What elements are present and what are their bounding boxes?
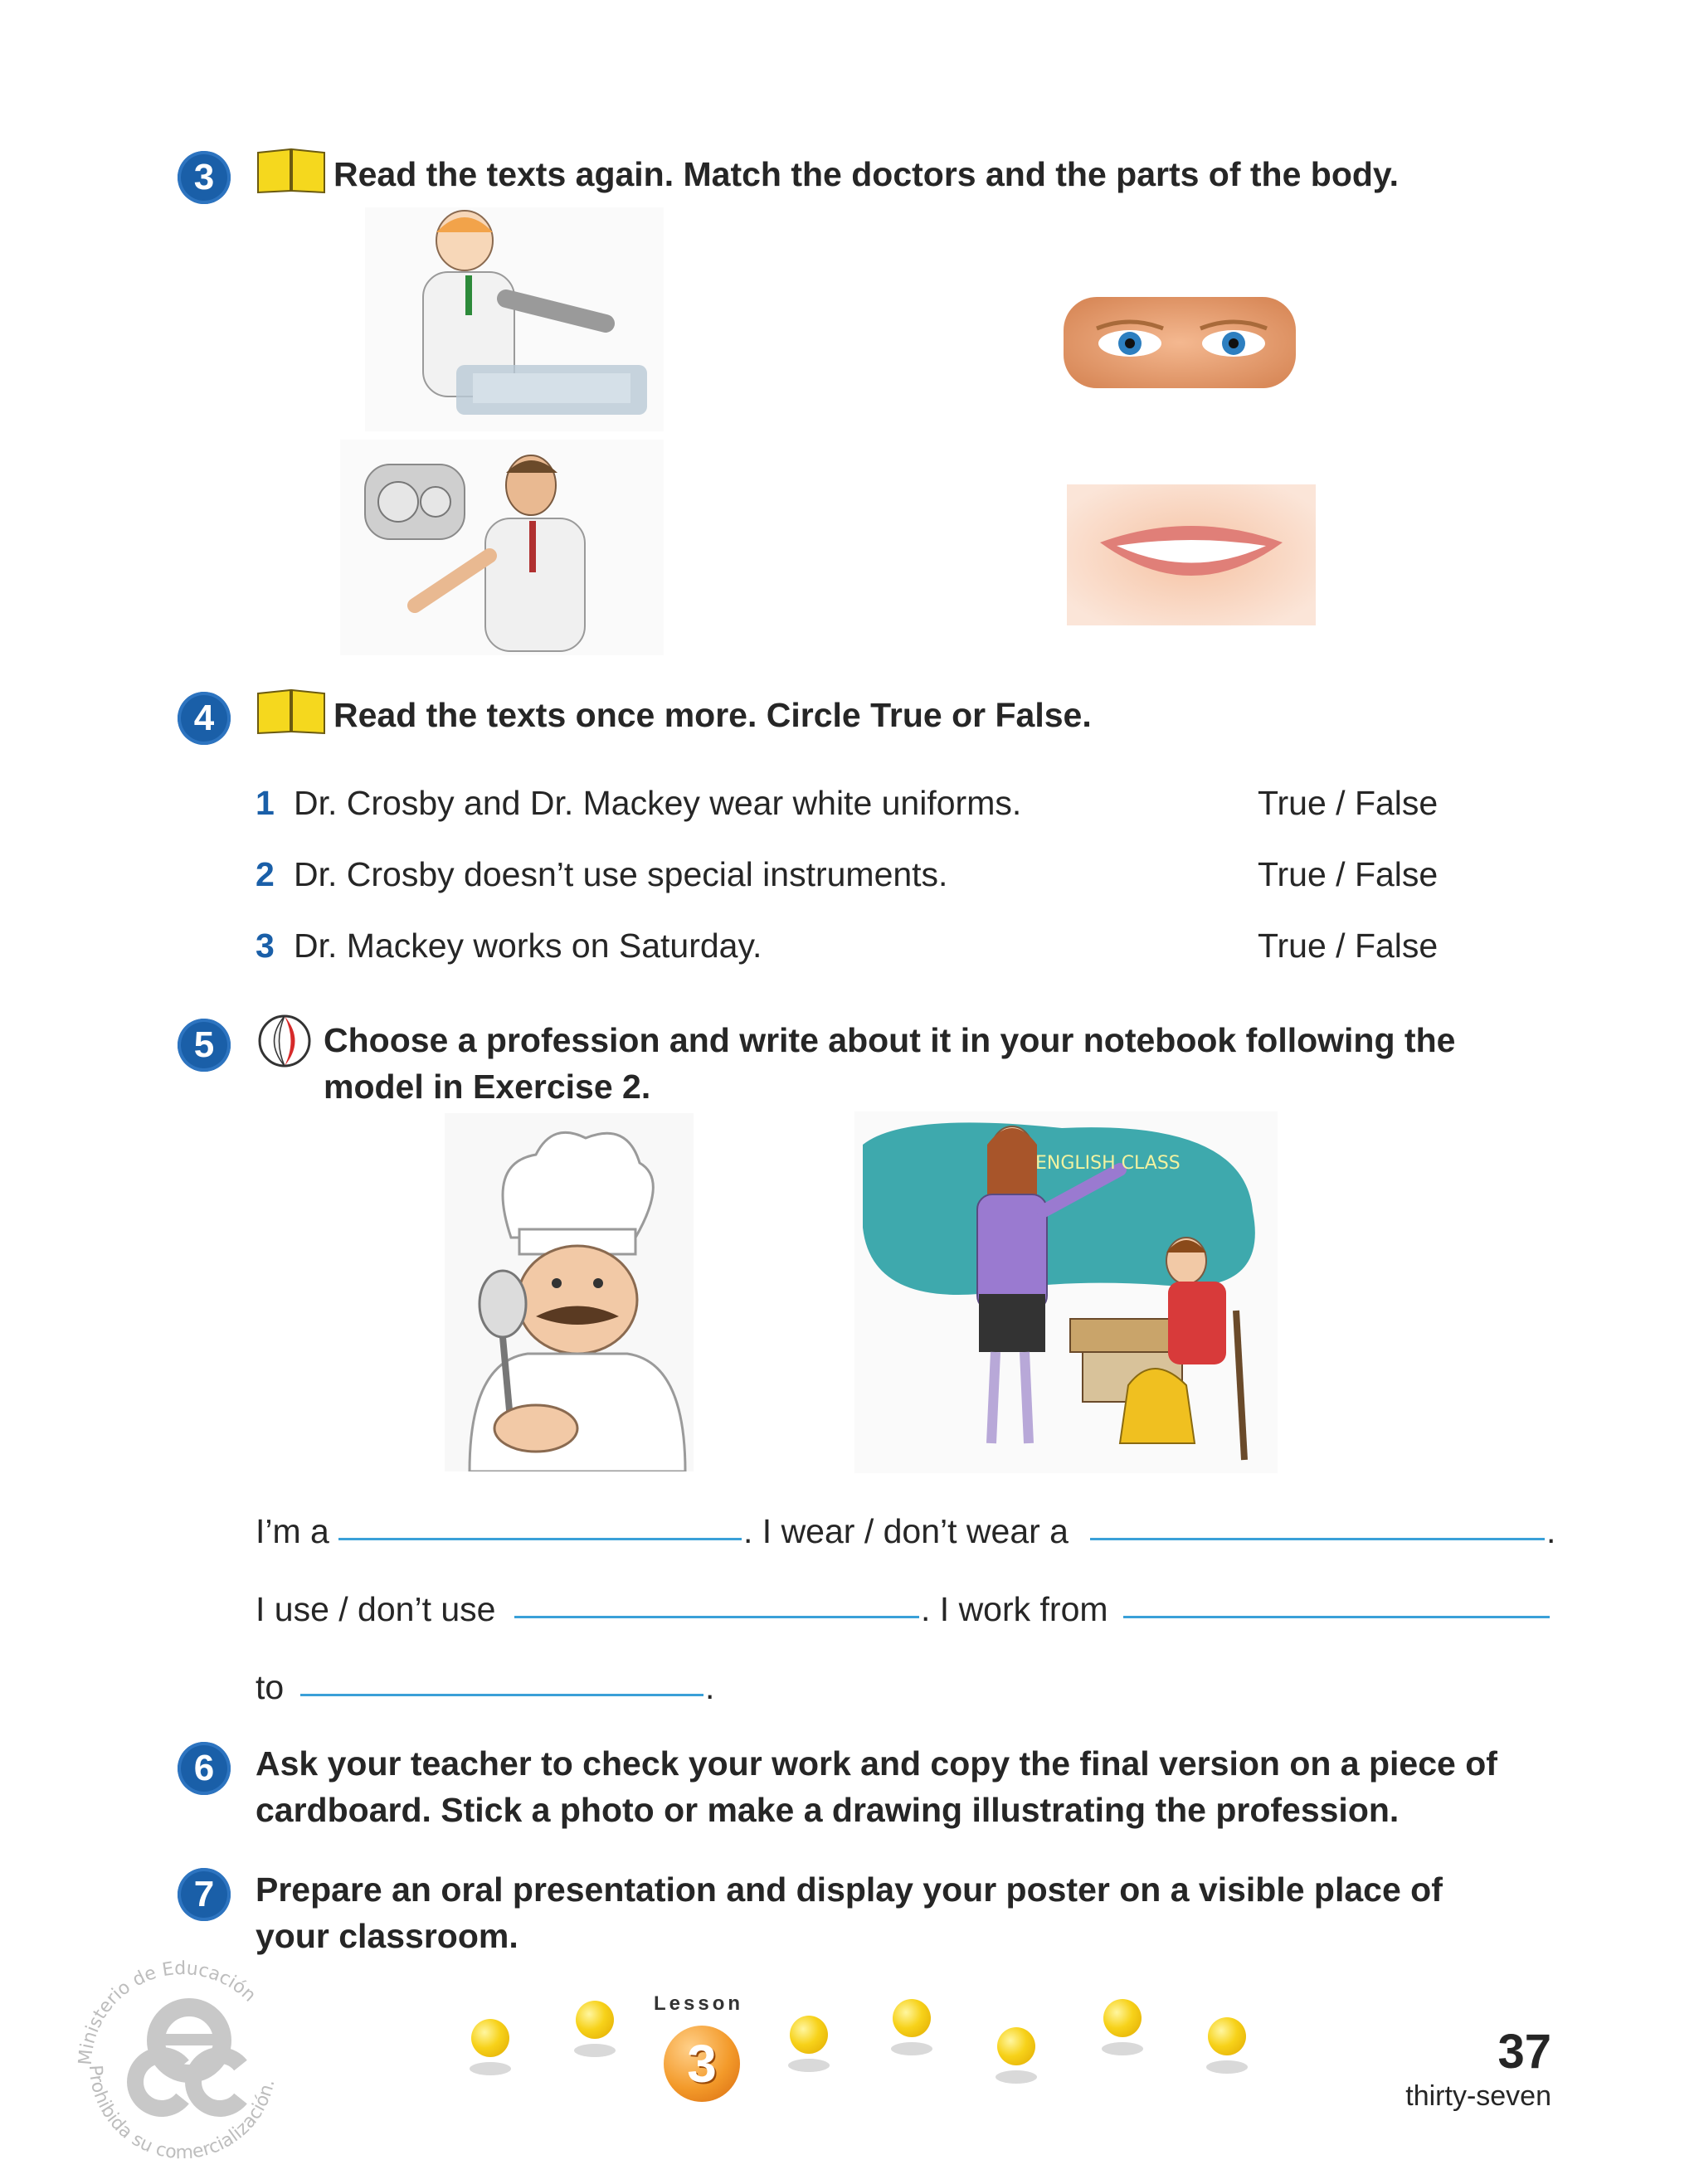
- ministry-stamp-watermark: [66, 1941, 299, 2173]
- eyes-picture: [1064, 297, 1296, 388]
- footer-ball-decoration: [1103, 1999, 1142, 2037]
- item-number: 2: [256, 855, 275, 893]
- book-icon: [256, 146, 327, 194]
- fill-label-im-a: I’m a: [256, 1512, 329, 1550]
- footer-ball-decoration: [893, 1999, 931, 2037]
- exercise-6-line1: Ask your teacher to check your work and copy the final version on a piece of: [256, 1744, 1497, 1783]
- book-icon: [256, 687, 327, 735]
- exercise-7-line2: your classroom.: [256, 1917, 518, 1955]
- use-blank[interactable]: [514, 1616, 919, 1618]
- fill-label-work-from: . I work from: [921, 1590, 1108, 1628]
- exercise-7-line1: Prepare an oral presentation and display your poster on a visible place of: [256, 1870, 1443, 1909]
- work-from-blank[interactable]: [1123, 1616, 1550, 1618]
- item-text: Dr. Mackey works on Saturday.: [294, 927, 762, 965]
- page-number: 37: [1497, 2025, 1551, 2079]
- fill-period-3: .: [705, 1668, 715, 1706]
- true-false-choice[interactable]: True / False: [1258, 855, 1439, 893]
- true-false-choice[interactable]: True / False: [1258, 784, 1439, 822]
- exercise-4-number: 4: [178, 692, 231, 745]
- footer-ball-decoration: [576, 2001, 614, 2039]
- lesson-label: Lesson: [654, 1992, 744, 2015]
- chef-illustration: [445, 1113, 694, 1471]
- item-number: 1: [256, 784, 275, 822]
- to-blank[interactable]: [300, 1694, 703, 1696]
- exercise-3-instruction: Read the texts again. Match the doctors and the parts of the body.: [333, 155, 1400, 193]
- exercise-5-instruction-line2: model in Exercise 2.: [324, 1068, 651, 1106]
- profession-blank[interactable]: [338, 1538, 742, 1540]
- list-item: [256, 781, 1021, 824]
- exercise-4-instruction: Read the texts once more. Circle True or False.: [333, 696, 1092, 734]
- doctor-optometrist-illustration: [340, 440, 664, 655]
- doctor-dentist-illustration: [365, 207, 664, 431]
- footer-ball-decoration: [790, 2016, 828, 2054]
- beach-ball-icon: [257, 1014, 312, 1068]
- footer-ball-decoration: [471, 2019, 509, 2057]
- item-text: Dr. Crosby doesn’t use special instruments.: [294, 855, 948, 893]
- exercise-6-number: 6: [178, 1742, 231, 1795]
- board-text: ENGLISH CLASS: [1035, 1153, 1181, 1174]
- exercise-6-line2: cardboard. Stick a photo or make a drawing illustrating the profession.: [256, 1791, 1400, 1829]
- svg-text:Prohibida su comercialización.: Prohibida su comercialización.: [84, 2064, 280, 2164]
- page-number-words: thirty-seven: [1405, 2080, 1551, 2112]
- svg-text:Ministerio de Educación: Ministerio de Educación: [75, 1958, 260, 2066]
- item-number: 3: [256, 927, 275, 965]
- footer-ball-decoration: [1208, 2017, 1246, 2055]
- exercise-5-instruction-line1: Choose a profession and write about it in your notebook following the: [324, 1021, 1456, 1059]
- fill-label-to: to: [256, 1668, 285, 1706]
- lesson-badge: [664, 2026, 740, 2102]
- list-item: [256, 853, 947, 896]
- exercise-5-number: 5: [178, 1019, 231, 1072]
- footer-ball-decoration: [997, 2027, 1035, 2065]
- mouth-picture: [1067, 484, 1316, 625]
- fill-period-1: .: [1546, 1512, 1556, 1550]
- list-item: [256, 924, 762, 967]
- fill-label-use: I use / don’t use: [256, 1590, 496, 1628]
- item-text: Dr. Crosby and Dr. Mackey wear white uniforms.: [294, 784, 1022, 822]
- true-false-choice[interactable]: True / False: [1258, 927, 1439, 965]
- fill-label-wear: . I wear / don’t wear a: [743, 1512, 1069, 1550]
- lesson-number: 3: [687, 2034, 717, 2094]
- wear-blank[interactable]: [1090, 1538, 1545, 1540]
- exercise-7-number: 7: [178, 1868, 231, 1921]
- exercise-3-number: 3: [178, 151, 231, 204]
